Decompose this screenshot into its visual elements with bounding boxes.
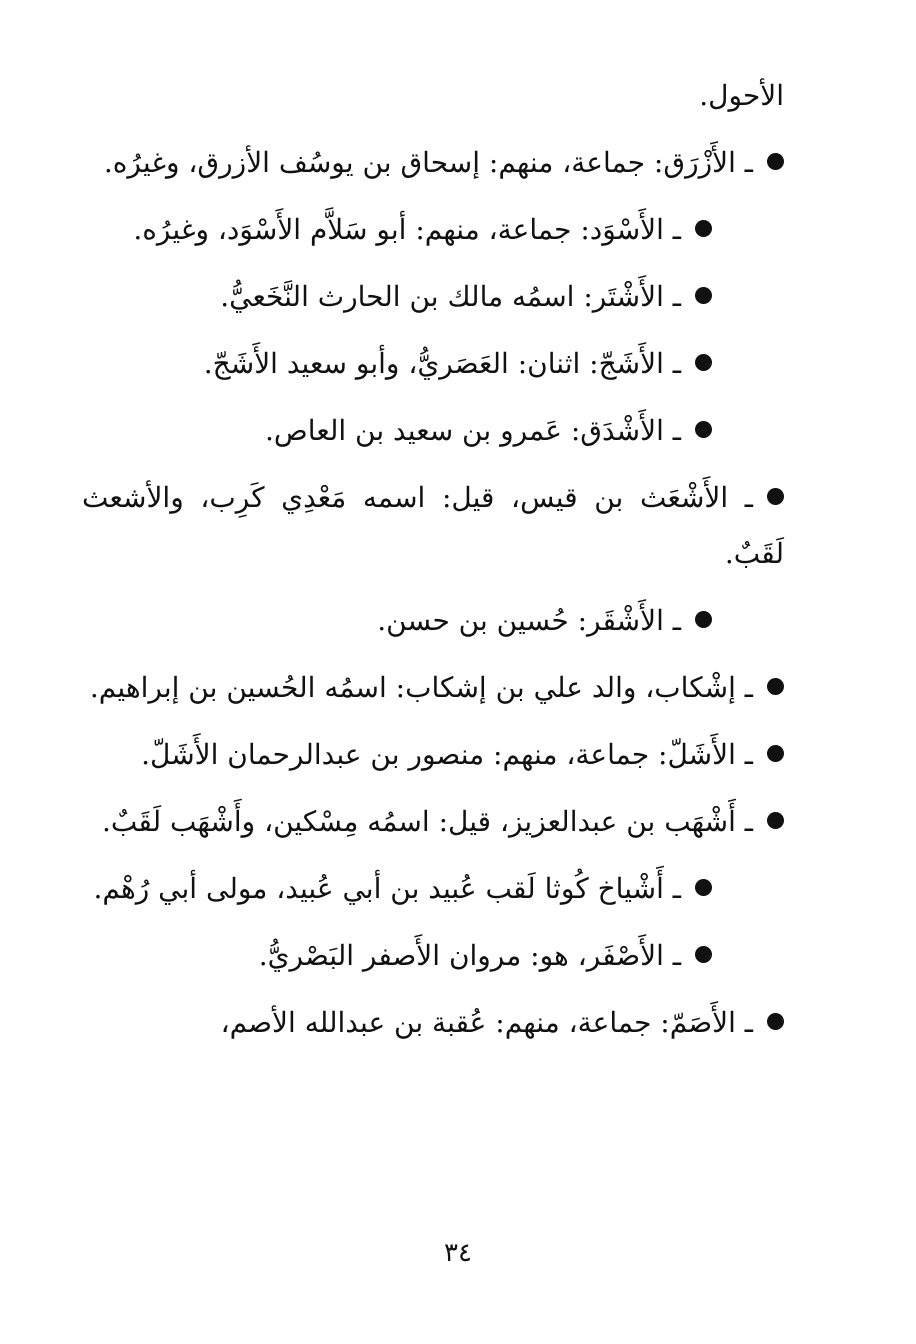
bullet-icon	[695, 220, 712, 237]
bullet-icon	[695, 611, 712, 628]
entry-text: ـ الأَسْوَد: جماعة، منهم: أبو سَلاَّم الأَسْوَد، وغيرُه.	[133, 213, 681, 246]
entry-text: ـ الأَشَجّ: اثنان: العَصَريُّ، وأبو سعيد الأَشَجّ.	[203, 347, 681, 380]
entry-text: ـ أَشْياخ كُوثا لَقب عُبيد بن أبي عُبيد، مولى أبي رُهْم.	[93, 872, 681, 905]
bullet-icon	[767, 488, 784, 505]
continuation-line: الأحول.	[699, 79, 784, 112]
entry-ashqar	[82, 593, 784, 649]
bullet-icon	[695, 354, 712, 371]
entry-text: ـ الأَصَمّ: جماعة، منهم: عُقبة بن عبدالله الأصم،	[220, 1006, 753, 1039]
entry-ashyakh	[82, 861, 784, 917]
entry-ishkab	[82, 660, 784, 716]
entry-text: ـ الأَصْفَر، هو: مروان الأَصفر البَصْريُّ.	[258, 939, 681, 972]
bullet-icon	[767, 812, 784, 829]
entry-asamm	[82, 995, 784, 1051]
entry-text: ـ الأَشْعَث بن قيس، قيل: اسمه مَعْدِي كَرِب، والأشعث لَقَبٌ.	[82, 481, 784, 570]
entry-aswad	[82, 202, 784, 258]
entry-text: ـ الأَزْرَق: جماعة، منهم: إسحاق بن يوسُف الأزرق، وغيرُه.	[103, 146, 753, 179]
entry-ashajj	[82, 336, 784, 392]
entry-ashhab	[82, 794, 784, 850]
entry-ashdaq	[82, 403, 784, 459]
entry-text: ـ الأَشَلّ: جماعة، منهم: منصور بن عبدالرحمان الأَشَلّ.	[141, 738, 753, 771]
bullet-icon	[695, 287, 712, 304]
entry-azraq	[82, 135, 784, 191]
bullet-icon	[767, 678, 784, 695]
bullet-icon	[767, 153, 784, 170]
bullet-icon	[767, 745, 784, 762]
entry-ashath	[82, 470, 784, 582]
entry-text: ـ الأَشْقَر: حُسين بن حسن.	[377, 604, 681, 637]
entry-ashall	[82, 727, 784, 783]
entry-asfar	[82, 928, 784, 984]
entry-ashtar	[82, 269, 784, 325]
entry-text: ـ الأَشْدَق: عَمرو بن سعيد بن العاص.	[265, 414, 681, 447]
bullet-icon	[695, 421, 712, 438]
entry-text: ـ أَشْهَب بن عبدالعزيز، قيل: اسمُه مِسْكين، وأَشْهَب لَقَبٌ.	[102, 805, 753, 838]
entry-text: ـ الأَشْتَر: اسمُه مالك بن الحارث النَّخَعيُّ.	[220, 280, 681, 313]
entry-text: ـ إشْكاب، والد علي بن إشكاب: اسمُه الحُسين بن إبراهيم.	[89, 671, 753, 704]
page-number: ٣٤	[444, 1238, 472, 1268]
bullet-icon	[695, 879, 712, 896]
text-column	[82, 68, 784, 1062]
bullet-icon	[767, 1013, 784, 1030]
bullet-icon	[695, 946, 712, 963]
